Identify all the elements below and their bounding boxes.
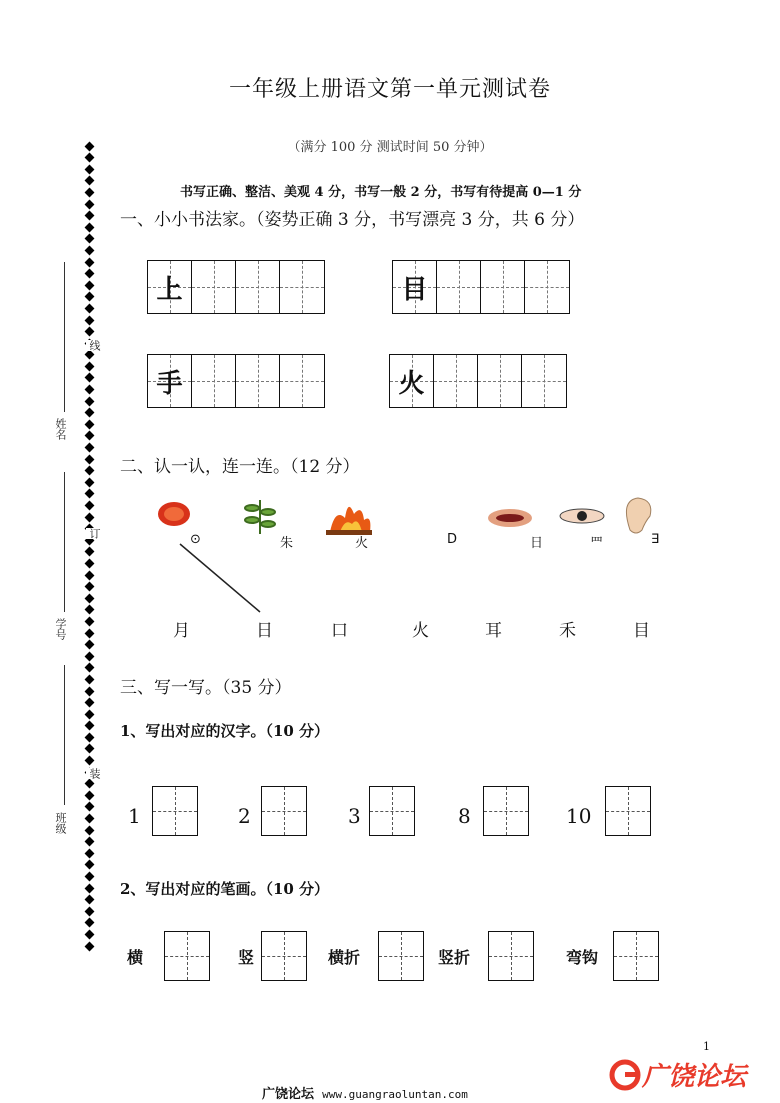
binding-diamond — [84, 153, 94, 163]
footer-site-name: 广饶论坛 — [262, 1087, 315, 1102]
binding-diamond — [84, 547, 94, 557]
answer-box-10[interactable] — [605, 786, 651, 836]
fire-glyph: 火 — [355, 536, 369, 551]
binding-diamond — [84, 906, 94, 916]
answer-box-2[interactable] — [261, 786, 307, 836]
binding-diamond — [84, 292, 94, 302]
binding-diamond-border — [82, 138, 96, 968]
binding-diamond — [84, 593, 94, 603]
binding-diamond — [84, 396, 94, 406]
binding-diamond — [84, 222, 94, 232]
mouth-picture — [488, 509, 532, 527]
binding-diamond — [84, 269, 94, 279]
binding-diamond — [84, 489, 94, 499]
stroke-label-hengzhe: 横折 — [328, 948, 361, 967]
section3-sub2-heading: 2、写出对应的笔画。（10 分） — [120, 880, 330, 898]
binding-diamond — [84, 512, 94, 522]
binding-diamond — [84, 234, 94, 244]
binding-diamond — [84, 582, 94, 592]
number-8: 8 — [458, 804, 471, 828]
binding-diamond — [84, 744, 94, 754]
binding-diamond — [84, 640, 94, 650]
example-connecting-line — [170, 540, 280, 620]
moon-picture — [418, 500, 434, 532]
binding-diamond — [84, 941, 94, 951]
section2-heading: 二、认一认，连一连。（12 分） — [120, 457, 360, 477]
number-3: 3 — [348, 804, 361, 828]
eye-glyph: 罒 — [590, 536, 604, 551]
answer-box-8[interactable] — [483, 786, 529, 836]
binding-diamond — [84, 814, 94, 824]
sun-picture — [158, 502, 190, 526]
match-char-kou[interactable]: 口 — [331, 621, 348, 641]
binding-diamond — [84, 848, 94, 858]
model-char: 手 — [156, 369, 183, 399]
page-number: 1 — [703, 1040, 710, 1053]
writing-grid-1[interactable] — [147, 260, 325, 314]
binding-diamond — [84, 721, 94, 731]
binding-order-word: 订 — [88, 528, 101, 539]
match-char-yue[interactable]: 月 — [173, 621, 190, 641]
binding-diamond — [84, 779, 94, 789]
mouth-glyph: 日 — [530, 536, 544, 551]
footer-site — [262, 1083, 468, 1102]
binding-diamond — [84, 176, 94, 186]
binding-diamond — [84, 327, 94, 337]
id-line — [64, 472, 65, 612]
writing-grid-2[interactable] — [392, 260, 570, 314]
binding-diamond — [84, 257, 94, 267]
binding-diamond — [84, 616, 94, 626]
stroke-box-shuzhe[interactable] — [488, 931, 534, 981]
binding-diamond — [84, 466, 94, 476]
footer-url[interactable]: www.guangraoluntan.com — [322, 1088, 468, 1101]
binding-diamond — [84, 141, 94, 151]
binding-diamond — [84, 802, 94, 812]
ear-picture — [626, 498, 650, 533]
writing-note: 书写正确、整洁、美观 4 分，书写一般 2 分，书写有待提高 0—1 分 — [180, 185, 582, 200]
binding-diamond — [84, 211, 94, 221]
number-1: 1 — [128, 804, 141, 828]
binding-diamond — [84, 443, 94, 453]
binding-line-word: 线 — [88, 340, 101, 351]
binding-diamond — [84, 350, 94, 360]
binding-diamond — [84, 303, 94, 313]
binding-diamond — [84, 651, 94, 661]
binding-diamond — [84, 361, 94, 371]
number-2: 2 — [238, 804, 251, 828]
stroke-box-shu[interactable] — [261, 931, 307, 981]
binding-diamond — [84, 188, 94, 198]
name-label: 姓名 — [54, 418, 67, 440]
binding-diamond — [84, 419, 94, 429]
model-char: 目 — [401, 275, 428, 305]
match-char-mu[interactable]: 目 — [633, 621, 650, 641]
binding-diamond — [84, 756, 94, 766]
binding-diamond — [84, 408, 94, 418]
stroke-box-wangou[interactable] — [613, 931, 659, 981]
binding-diamond — [84, 918, 94, 928]
class-line — [64, 665, 65, 805]
binding-diamond — [84, 628, 94, 638]
binding-diamond — [84, 790, 94, 800]
section1-heading: 一、小小书法家。（姿势正确 3 分，书写漂亮 3 分，共 6 分） — [120, 210, 585, 230]
moon-glyph: D — [447, 532, 458, 547]
binding-diamond — [84, 860, 94, 870]
model-char: 火 — [398, 369, 425, 399]
binding-diamond — [84, 872, 94, 882]
binding-diamond — [84, 895, 94, 905]
sprout-picture — [245, 500, 275, 534]
number-10: 10 — [566, 804, 592, 828]
stroke-box-heng[interactable] — [164, 931, 210, 981]
binding-diamond — [84, 837, 94, 847]
stroke-label-wangou: 弯钩 — [566, 948, 599, 967]
id-label: 学号 — [54, 618, 67, 640]
binding-bind-word: 装 — [88, 768, 101, 779]
binding-diamond — [84, 883, 94, 893]
binding-diamond — [84, 431, 94, 441]
match-char-he[interactable]: 禾 — [559, 621, 576, 641]
binding-diamond — [84, 663, 94, 673]
binding-diamond — [84, 245, 94, 255]
match-char-er[interactable]: 耳 — [485, 621, 502, 641]
binding-diamond — [84, 199, 94, 209]
logo-text: 广饶论坛 — [642, 1062, 747, 1092]
binding-diamond — [84, 385, 94, 395]
model-char: 上 — [156, 275, 183, 305]
logo-mark-icon — [608, 1058, 642, 1092]
eye-picture — [560, 509, 604, 523]
binding-diamond — [84, 709, 94, 719]
binding-diamond — [84, 373, 94, 383]
binding-diamond — [84, 454, 94, 464]
name-line — [64, 262, 65, 412]
stroke-label-shu: 竖 — [238, 948, 255, 967]
section3-heading: 三、写一写。（35 分） — [120, 678, 292, 698]
ear-glyph: ∃ — [651, 532, 660, 547]
stroke-label-heng: 横 — [127, 948, 144, 967]
binding-diamond — [84, 501, 94, 511]
class-label: 班级 — [54, 812, 67, 834]
binding-diamond — [84, 605, 94, 615]
binding-diamond — [84, 732, 94, 742]
sprout-glyph: 朱 — [280, 536, 294, 551]
writing-grid-4[interactable] — [389, 354, 567, 408]
binding-diamond — [84, 570, 94, 580]
binding-diamond — [84, 930, 94, 940]
answer-box-3[interactable] — [369, 786, 415, 836]
binding-diamond — [84, 315, 94, 325]
exam-info: （满分 100 分 测试时间 50 分钟） — [287, 140, 493, 155]
binding-diamond — [84, 559, 94, 569]
binding-diamond — [84, 280, 94, 290]
stroke-box-hengzhe[interactable] — [378, 931, 424, 981]
section3-sub1-heading: 1、写出对应的汉字。（10 分） — [120, 722, 330, 740]
sun-glyph: ⊙ — [190, 532, 201, 547]
answer-box-1[interactable] — [152, 786, 198, 836]
binding-diamond — [84, 674, 94, 684]
stroke-label-shuzhe: 竖折 — [438, 948, 471, 967]
writing-grid-3[interactable] — [147, 354, 325, 408]
match-char-ri[interactable]: 日 — [256, 621, 273, 641]
binding-diamond — [84, 477, 94, 487]
fire-picture — [326, 507, 372, 535]
binding-diamond — [84, 825, 94, 835]
binding-diamond — [84, 698, 94, 708]
page-title: 一年级上册语文第一单元测试卷 — [228, 77, 551, 102]
binding-diamond — [84, 164, 94, 174]
site-logo — [608, 1056, 746, 1093]
match-char-huo[interactable]: 火 — [412, 621, 429, 641]
binding-diamond — [84, 686, 94, 696]
